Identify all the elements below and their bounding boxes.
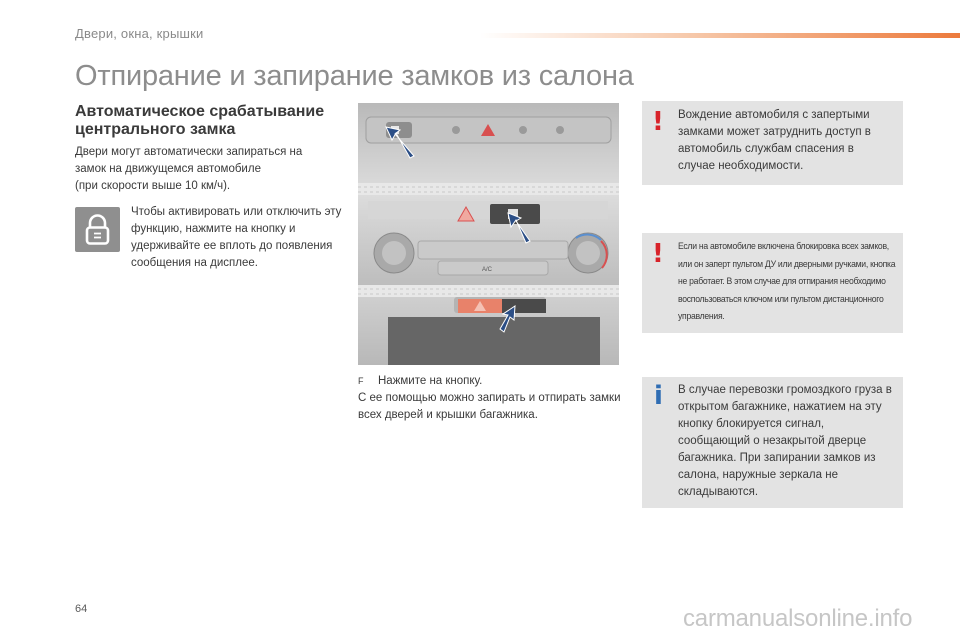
dashboard-photo — [358, 103, 619, 365]
step-line-1 — [358, 373, 623, 390]
warning-icon: ! — [652, 239, 664, 269]
warning-icon: ! — [652, 107, 664, 137]
info-icon: i — [654, 381, 663, 411]
intro-line: (при скорости выше 10 км/ч). — [75, 180, 231, 192]
bullet-icon: F — [358, 376, 364, 386]
intro-text — [75, 144, 345, 195]
lock-instruction-text: Чтобы активировать или отключить эту функцию, нажмите на кнопку и удерживайте ее вплоть до появления сообщения на дисплее. — [131, 206, 342, 269]
lock-icon — [75, 207, 120, 252]
section-header: Двери, окна, крышки — [75, 26, 204, 41]
warning-note-2 — [642, 233, 903, 333]
watermark[interactable]: carmanualsonline.info — [683, 605, 913, 632]
step-text — [358, 373, 623, 424]
info-note-text: В случае перевозки громоздкого груза в открытом багажнике, нажатием на эту кнопку блокируется сигнал, сообщающий о незакрытой дверце багажника. При запирании замков из салона, наружные зеркала не складываются. — [678, 384, 892, 498]
step-line-2: С ее помощью можно запирать и отпирать замки всех дверей и крышки багажника. — [358, 392, 621, 421]
warning-note-text: Если на автомобиле включена блокировка всех замков, или он заперт пультом ДУ или дверными ручками, кнопка не работает. В этом случае для отпирания необходимо воспользоваться ключом или пультом дистанционного управления. — [678, 241, 896, 321]
step-instruction: Нажмите на кнопку. — [378, 375, 483, 387]
warning-note-text: Вождение автомобиля с запертыми замками может затруднить доступ в автомобиль службам спасения в случае необходимости. — [678, 109, 871, 172]
header-accent-bar — [480, 33, 960, 38]
intro-line: Двери могут автоматически запираться на — [75, 146, 303, 158]
dashboard-illustration — [358, 103, 619, 365]
page-title: Отпирание и запирание замков из салона — [75, 60, 634, 92]
subsection-heading: Автоматическое срабатывание центрального замка — [75, 103, 325, 138]
lock-icon-box — [75, 207, 120, 252]
info-note — [642, 377, 903, 508]
ac-label: A/C — [482, 267, 493, 273]
page-number: 64 — [75, 603, 88, 615]
warning-note-1 — [642, 101, 903, 185]
intro-line: замок на движущемся автомобиле — [75, 163, 261, 175]
